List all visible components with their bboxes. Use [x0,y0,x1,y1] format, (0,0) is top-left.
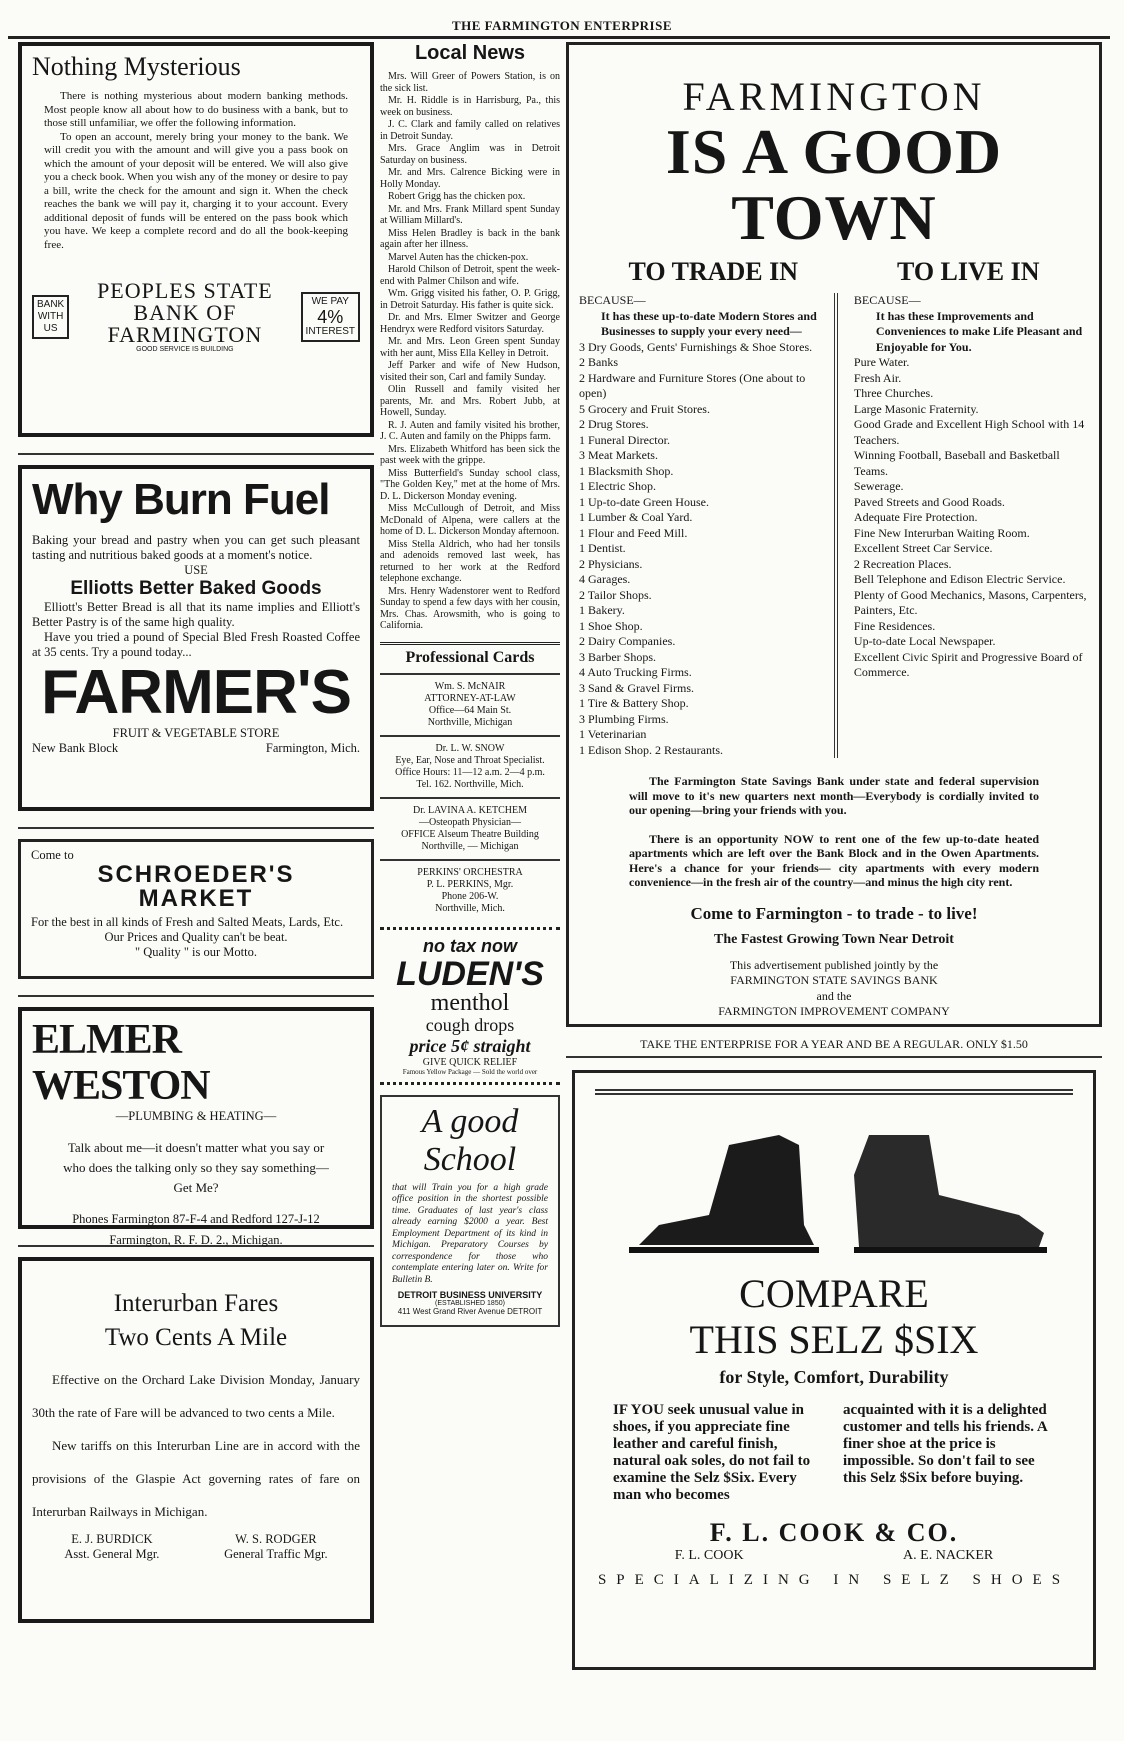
trade-item: 3 Barber Shops. [579,649,656,664]
trade-item: 1 Lumber & Coal Yard. [579,510,693,524]
trade-item: 1 Funeral Director. [579,432,670,447]
live-item: Three Churches. [853,386,934,400]
card-line: Office Hours: 11—12 a.m. 2—4 p.m. [395,766,545,778]
selz-compare: COMPARE [739,1271,929,1316]
professional-cards-title: Professional Cards [405,648,535,666]
weston-body: Talk about me—it doesn't matter what you say or who does the talking only so they say something—Get Me? [63,1140,329,1195]
fastest-growing: The Fastest Growing Town Near Detroit [714,931,954,947]
card-line: PERKINS' ORCHESTRA [417,866,523,878]
column-right [566,42,1102,1670]
live-item: Fine New Interurban Waiting Room. [853,525,1030,540]
trade-item: 1 Up-to-date Green House. [579,494,709,509]
live-item: Up-to-date Local Newspaper. [853,634,996,648]
selz-body-right: acquainted with it is a delighted customer and tells his friends. A finer shoe at the price is impossible. So don't fail to see this Selz $Six before buying. [843,1402,1047,1486]
live-item: Excellent Civic Spirit and Progressive Board of Commerce. [853,649,1083,679]
professional-card [380,673,560,735]
shoe-left-icon [629,1135,819,1253]
school-title: A good [421,1102,519,1140]
signature-name: W. S. RODGER [235,1532,317,1546]
apartment-notice: There is an opportunity NOW to rent one of the few up-to-date heated apartments which are left over the Bank Block and in the Owen Apartments. Here's a chance for your friends— city apartments with every modern convenience—in the fresh air of the country—and minus the high city rent. [629,831,1039,889]
ludens-package: Famous Yellow Package — Sold the world over [402,1067,538,1076]
trade-list [579,293,818,758]
ludens-relief: GIVE QUICK RELIEF [422,1056,518,1068]
stamp-line: WE PAY [311,295,349,307]
school-title: School [423,1140,517,1178]
local-news-title: Local News [414,42,526,64]
farmington-slogan: Come to Farmington - to trade - to live! [690,903,978,923]
ludens-cough-drops: cough drops [425,1014,515,1035]
trade-item: 3 Dry Goods, Gents' Furnishings & Shoe Stores. [579,339,813,354]
bank-slogan: GOOD SERVICE IS BUILDING [136,346,234,353]
because-label: BECAUSE— [579,293,646,307]
fuel-ad-intro: Baking your bread and pastry when you can get such pleasant tasting and nutritious baked goods at a moment's notice. [32,533,360,562]
news-item: Mrs. Henry Wadenstorer went to Redford Sunday to spend a few days with her cousin, Mrs. Chas. Arowsmith, who is going to California. [380,585,560,631]
schroeder-motto: " Quality " is our Motto. [134,945,257,959]
professional-card [380,859,560,921]
card-line: —Osteopath Physician— [419,816,521,828]
trade-item: 4 Auto Trucking Firms. [579,665,692,679]
live-item: Adequate Fire Protection. [853,510,978,524]
trade-item: 1 Edison Shop. 2 Restaurants. [579,742,723,757]
bank-ad-title: Nothing Mysterious [32,52,241,81]
live-list [854,293,1089,758]
publisher-line: This advertisement published jointly by the [729,957,939,972]
trade-item: 3 Meat Markets. [579,448,658,462]
card-line: P. L. PERKINS, Mgr. [426,878,514,890]
column-divider [834,293,838,758]
news-item: Marvel Auten has the chicken-pox. [388,251,529,263]
column-left [18,42,374,1631]
interest-stamp [301,292,360,342]
stamp-line: INTEREST [305,325,355,337]
news-item: Miss Butterfield's Sunday school class, "The Golden Key," met at the home of Mrs. D. L. Dickerson Monday evening. [380,467,560,502]
divider [18,987,374,997]
trade-item: 1 Tire & Battery Shop. [579,696,689,710]
fuel-ad-address [32,741,360,756]
trade-item: 2 Drug Stores. [579,417,649,431]
fuel-ad [18,465,374,811]
live-item: Plenty of Good Mechanics, Masons, Carpenters, Painters, Etc. [853,587,1087,617]
ludens-tax: no tax now [423,935,517,956]
news-item: Mr. and Mrs. Calrence Bicking were in Holly Monday. [380,167,560,190]
card-line: Northville, Michigan [427,716,513,728]
address-left: New Bank Block [32,741,119,755]
bank-move-notice: The Farmington State Savings Bank under state and federal supervision will move to it's new quarters next month—Everybody is cordially invited to our opening—bring your friends with you. [629,774,1039,817]
news-item: Jeff Parker and wife of New Hudson, visited their son, Carl and family Sunday. [380,360,560,383]
trade-item: 1 Blacksmith Shop. [579,463,674,478]
selz-body [595,1402,1073,1504]
live-item: Winning Football, Baseball and Basketball Teams. [853,448,1060,478]
weston-trade: —PLUMBING & HEATING— [115,1109,277,1123]
news-item: Mr. H. Riddle is in Harrisburg, Pa., this week on business. [380,95,560,118]
ludens-menthol: menthol [430,989,510,1016]
news-item: Dr. and Mrs. Elmer Switzer and George Hendryx were Redford visitors Saturday. [380,312,560,335]
trade-items [579,340,818,759]
schroeder-market: MARKET [138,885,254,912]
news-item: Miss Helen Bradley is back in the bank again after her illness. [380,227,560,250]
signature-title: General Traffic Mgr. [224,1547,328,1561]
interurban-title: Interurban Fares [113,1290,279,1317]
farmington-subheads [579,257,1089,287]
professional-card [380,735,560,797]
trade-item: 1 Bakery. [579,603,625,617]
trade-item: 2 Banks [579,355,618,369]
stamp-line: US [43,322,58,334]
fuel-ad-product: Elliotts Better Baked Goods [70,578,322,599]
live-item: Excellent Street Car Service. [853,541,993,555]
partner-name: F. L. COOK [674,1548,744,1563]
interurban-subtitle: Two Cents A Mile [104,1324,288,1351]
weston-name: ELMER WESTON [32,1017,210,1109]
card-line: Eye, Ear, Nose and Throat Specialist. [395,754,545,766]
news-item: Robert Grigg has the chicken pox. [388,191,526,202]
selz-ad [572,1070,1096,1670]
ludens-brand: LUDEN'S [396,954,544,993]
business-school-ad [380,1095,560,1327]
fuel-ad-store-sub: FRUIT & VEGETABLE STORE [112,726,280,740]
schroeder-name: SCHROEDER'S [97,861,295,888]
card-line: Northville, Mich. [435,902,505,914]
professional-card [380,797,560,859]
weston-ad [18,1007,374,1247]
partner-name: A. E. NACKER [903,1548,994,1563]
weston-phones: Phones Farmington 87-F-4 and Redford 127-J-12 [72,1212,320,1226]
live-item: Good Grade and Excellent High School with 14 Teachers. [853,417,1085,447]
subscription-notice: TAKE THE ENTERPRISE FOR A YEAR AND BE A REGULAR. ONLY $1.50 [566,1033,1102,1058]
news-item: Mrs. Elizabeth Whitford has been sick the past week with the grippe. [380,443,560,466]
news-item: Mr. and Mrs. Frank Millard spent Sunday at William Millard's. [380,203,560,226]
selz-headline: THIS SELZ $SIX [689,1317,979,1362]
trade-item: 1 Shoe Shop. [579,618,643,633]
bank-ad [18,42,374,437]
schroeder-body: For the best in all kinds of Fresh and Salted Meats, Lards, Etc. [31,915,344,929]
bank-name: PEOPLES STATE [97,278,273,303]
live-item: Large Masonic Fraternity. [853,401,979,416]
school-est: (ESTABLISHED 1850) [435,1300,505,1307]
fuel-ad-store: FARMER'S [41,658,351,727]
live-item: Sewerage. [853,479,904,493]
live-item: Fine Residences. [853,618,936,633]
divider [18,819,374,829]
signature-block [224,1532,328,1562]
stamp-rate: 4% [317,306,344,327]
news-item: Mrs. Grace Anglim was in Detroit Saturday on business. [380,143,560,166]
bank-ad-paragraph: To open an account, merely bring your money to the bank. We will credit you with the amount and will give you a pass book on which the amount of your deposit will be entered. We will also give you a check book. When you wish any of the money or desire to pay a bill, write the check for the amount and sign it. When the check reaches the bank we will pay it, charging it to your account. Every additional deposit of funds will be entered on the pass book which you have. We keep a complete record and do all the book-keeping free. [44,130,348,251]
selz-tagline: for Style, Comfort, Durability [719,1367,949,1387]
card-line: Tel. 162. Northville, Mich. [416,778,524,790]
weston-rfd: Farmington, R. F. D. 2., Michigan. [109,1233,283,1247]
news-item: Miss McCullough of Detroit, and Miss McDonald of Alpena, were callers at the home of D. L. Dickerson Monday afternoon. [380,503,560,537]
bank-with-us-stamp [32,295,69,339]
card-line: Office—64 Main St. [428,704,512,716]
publisher-company: FARMINGTON IMPROVEMENT COMPANY [718,1004,950,1018]
trade-intro: It has these up-to-date Modern Stores and Businesses to supply your every need— [601,308,817,338]
cards-list [380,673,560,921]
because-label: BECAUSE— [853,293,921,307]
trade-item: 2 Hardware and Furniture Stores (One about to open) [579,370,806,400]
news-item: J. C. Clark and family called on relatives in Detroit Sunday. [380,119,560,142]
interurban-signatures [32,1532,360,1562]
column-middle [380,42,560,1327]
live-items [854,355,1089,681]
schroeder-prices: Our Prices and Quality can't be beat. [104,930,288,944]
divider [18,445,374,455]
school-address: 411 West Grand River Avenue DETROIT [397,1307,543,1316]
farmington-good-town: IS A GOOD TOWN [665,116,1003,253]
signature-block [64,1532,159,1562]
cook-firm: F. L. COOK & CO. [709,1518,959,1547]
live-item: Pure Water. [853,355,910,369]
interurban-ad [18,1257,374,1623]
card-line: Wm. S. McNAIR [434,680,506,692]
card-line: Dr. LAVINA A. KETCHEM [413,804,527,816]
stamp-line: WITH [37,310,64,322]
news-item: R. J. Auten and family visited his brother, J. C. Auten and family on the Phipps farm. [380,419,560,442]
trade-in-heading: TO TRADE IN [628,257,799,286]
school-name: DETROIT BUSINESS UNIVERSITY [397,1290,543,1300]
news-item: Miss Stella Aldrich, who had her tonsils and adenoids removed last week, has returned to her work at the Redford telephone exchange. [380,538,560,584]
bank-ad-body [44,90,348,252]
trade-item: 3 Sand & Gravel Firms. [579,680,694,695]
publisher-and: and the [816,988,852,1003]
trade-item: 2 Physicians. [579,556,643,571]
interurban-body: New tariffs on this Interurban Line are in accord with the provisions of the Glaspie Act governing rates of fare on Interurban Railways in Michigan. [32,1438,360,1519]
publisher-bank: FARMINGTON STATE SAVINGS BANK [730,973,938,987]
address-right: Farmington, Mich. [265,741,360,755]
news-item: Harold Chilson of Detroit, spent the week-end with Palmer Chilson and wife. [380,264,560,287]
trade-item: 1 Dentist. [579,541,626,555]
fuel-ad-body: Elliott's Better Bread is all that its name implies and Elliott's Better Pastry is of the same high quality. [32,600,360,629]
card-line: OFFICE Alseum Theatre Building [401,828,539,840]
trade-item: 1 Flour and Feed Mill. [579,525,688,540]
farmington-lists [579,293,1089,758]
trade-item: 1 Veterinarian [579,727,647,741]
shoes-illustration [599,1115,1069,1255]
bank-signature [32,280,360,353]
news-item: Mr. and Mrs. Leon Green spent Sunday with her aunt, Miss Ella Kelley in Detroit. [380,336,560,359]
schroeder-ad [18,839,374,979]
farmington-heading: FARMINGTON [682,74,986,119]
signature-name: E. J. BURDICK [71,1532,153,1546]
local-news-list [380,71,560,632]
live-item: 2 Recreation Places. [853,556,952,571]
interurban-body: Effective on the Orchard Lake Division Monday, January 30th the rate of Fare will be advanced to two cents a Mile. [32,1372,360,1420]
trade-item: 4 Garages. [579,572,631,586]
live-item: Bell Telephone and Edison Electric Service. [853,572,1066,586]
bank-ad-paragraph: There is nothing mysterious about modern banking methods. Most people know all about how to do business with a bank, but to those still unfamiliar, we offer the following information. [44,90,348,129]
trade-item: 2 Dairy Companies. [579,634,676,648]
masthead-rule [8,36,1110,39]
live-item: Fresh Air. [853,370,902,385]
school-body: that will Train you for a high grade office position in the shortest possible time. Graduates of last year's class already earning $2000 a year. Best Employment Department of its kind in Michigan. Preparatory Courses by correspondence for those who contemplate entering later on. Write for Bulletin B. [392,1182,548,1285]
trade-item: 3 Plumbing Firms. [579,711,669,726]
bank-name: FARMINGTON [107,322,263,347]
professional-cards [380,642,560,921]
fuel-ad-title: Why Burn Fuel [32,475,330,524]
card-line: Northville, — Michigan [421,840,519,852]
stamp-line: BANK [37,298,65,310]
cook-partners [595,1548,1073,1564]
news-item: Wm. Grigg visited his father, O. P. Grigg, in Detroit Saturday. His father is quite sick. [380,288,560,311]
shoe-right-icon [854,1135,1047,1253]
farmington-ad [566,42,1102,1027]
trade-item: 2 Tailor Shops. [579,587,652,602]
card-line: Dr. L. W. SNOW [435,742,505,754]
trade-item: 5 Grocery and Fruit Stores. [579,401,710,416]
live-intro: It has these Improvements and Conveniences to make Life Pleasant and Enjoyable for You. [875,308,1083,354]
selz-body-left: IF YOU seek unusual value in shoes, if you appreciate fine leather and careful finish, natural oak soles, do not fail to examine the Selz $Six. Every man who becomes [613,1402,811,1503]
ludens-ad [380,927,560,1085]
selz-specializing: SPECIALIZING IN SELZ SHOES [597,1572,1071,1588]
bank-name-block [97,280,273,353]
live-item: Paved Streets and Good Roads. [853,494,1005,509]
news-item: Olin Russell and family visited her parents, Mr. and Mrs. Robert Jubb, at Howell, Sunday. [380,384,560,418]
bank-name: BANK OF [133,300,237,325]
card-line: Phone 206-W. [441,890,499,902]
signature-title: Asst. General Mgr. [64,1547,160,1561]
fuel-ad-use: USE [184,563,208,577]
ludens-price: price 5¢ straight [409,1035,531,1056]
masthead: THE FARMINGTON ENTERPRISE [451,18,673,33]
fuel-ad-body: Have you tried a pound of Special Bled Fresh Roasted Coffee at 35 cents. Try a pound today... [32,630,360,659]
schroeder-come: Come to [31,848,74,862]
trade-item: 1 Electric Shop. [579,479,656,493]
live-in-heading: TO LIVE IN [896,257,1040,286]
selz-border-top [595,1083,1073,1095]
news-item: Mrs. Will Greer of Powers Station, is on the sick list. [380,71,560,94]
card-line: ATTORNEY-AT-LAW [424,692,516,704]
